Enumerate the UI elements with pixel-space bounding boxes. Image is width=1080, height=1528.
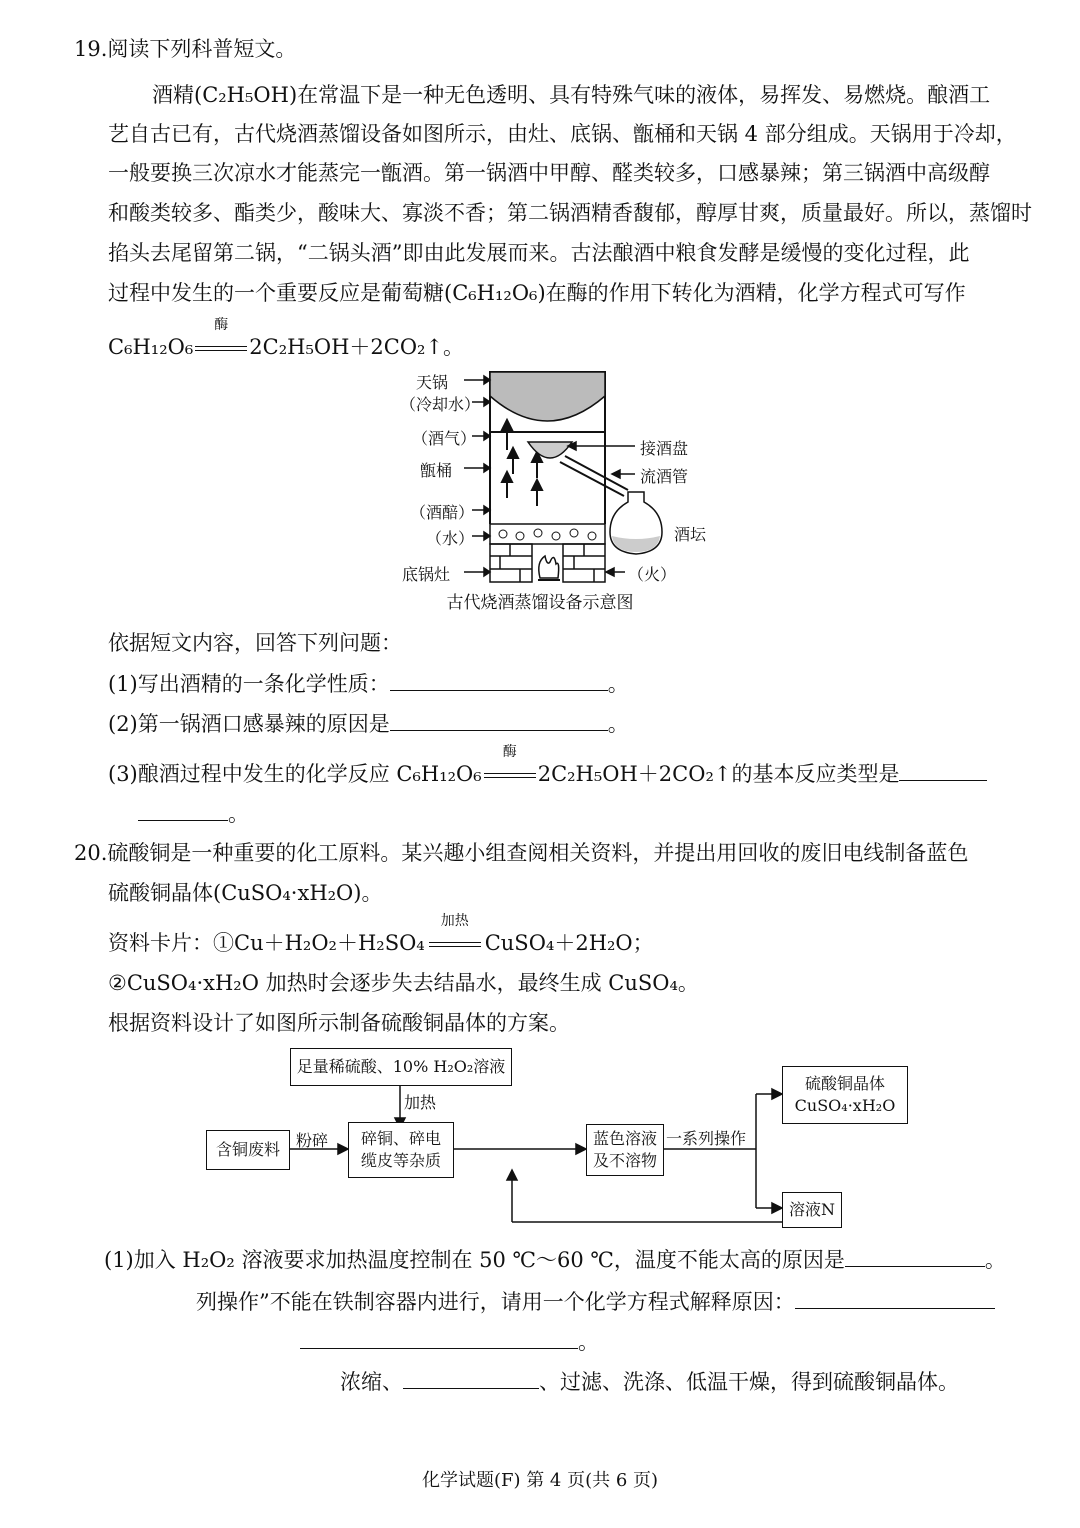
q19-equation bbox=[108, 317, 465, 362]
crystal-box bbox=[782, 1066, 908, 1124]
mixture-box bbox=[348, 1122, 454, 1178]
q20-card-1 bbox=[108, 913, 654, 958]
q19-para-line: 掐头去尾留第二锅，“二锅头酒”即由此发展而来。古法酿酒中粮食发酵是缓慢的变化过程，此 bbox=[108, 241, 970, 265]
mixture-line-2: 缆皮等杂质 bbox=[360, 1151, 441, 1170]
label-jiuqi: （酒气） bbox=[412, 429, 477, 448]
equation-left: C₆H₁₂O₆ bbox=[108, 335, 194, 359]
reaction-arrow bbox=[482, 744, 538, 789]
reaction-arrow bbox=[425, 913, 485, 958]
answer-blank[interactable] bbox=[403, 1366, 539, 1389]
label-jiutan: 酒坛 bbox=[674, 525, 707, 544]
reaction-arrow bbox=[193, 317, 249, 362]
reaction-condition: 酶 bbox=[502, 744, 517, 760]
label-diguozao: 底锅灶 bbox=[402, 565, 451, 584]
figure-caption: 古代烧酒蒸馏设备示意图 bbox=[446, 593, 634, 613]
reaction-condition: 酶 bbox=[214, 317, 229, 333]
q19-para-line: 艺自古已有，古代烧酒蒸馏设备如图所示，由灶、底锅、甑桶和天锅 4 部分组成。天锅用于冷却， bbox=[108, 122, 1017, 146]
q19-para-line: 和酸类较多、酯类少，酸味大、寡淡不香；第二锅酒精香馥郁，醇厚甘爽，质量最好。所以，蒸馏时 bbox=[108, 201, 1032, 225]
q20-heading-2: 硫酸铜晶体(CuSO₄·xH₂O)。 bbox=[108, 881, 383, 905]
sub3-text-b: 、过滤、洗涤、低温干燥，得到硫酸铜晶体。 bbox=[539, 1370, 959, 1394]
q19-para-line: 过程中发生的一个重要反应是葡萄糖(C₆H₁₂O₆)在酶的作用下转化为酒精，化学方程式可写作 bbox=[108, 281, 966, 305]
crush-label: 粉碎 bbox=[296, 1131, 329, 1150]
q20-sub1 bbox=[104, 1244, 1006, 1275]
card-text-a: 资料卡片：①Cu＋H₂O₂＋H₂SO₄ bbox=[108, 931, 425, 955]
answer-blank[interactable] bbox=[138, 798, 228, 821]
equation-right: 2C₂H₅OH＋2CO₂↑。 bbox=[249, 335, 465, 359]
answer-blank[interactable] bbox=[390, 668, 608, 691]
label-liujiuguan: 流酒管 bbox=[640, 467, 689, 486]
distillation-figure bbox=[400, 366, 740, 586]
label-lengqueshui: （冷却水） bbox=[400, 395, 481, 414]
label-zengtong: 甑桶 bbox=[420, 461, 453, 480]
answer-blank[interactable] bbox=[300, 1326, 578, 1349]
crystal-line-1: 硫酸铜晶体 bbox=[804, 1074, 885, 1093]
q19-intro: 依据短文内容，回答下列问题： bbox=[108, 631, 402, 655]
q20-sub2 bbox=[196, 1286, 995, 1317]
sub3-text-a: 浓缩、 bbox=[340, 1370, 403, 1394]
q19-sub3-cont bbox=[138, 798, 249, 829]
q20-sub3 bbox=[340, 1366, 959, 1397]
sub3-text-b: 2C₂H₅OH＋2CO₂↑的基本反应类型是 bbox=[537, 762, 900, 786]
label-jiupei: （酒醅） bbox=[410, 503, 475, 522]
label-jiejiupan: 接酒盘 bbox=[640, 439, 689, 458]
q19-para-line: 酒精(C₂H₅OH)在常温下是一种无色透明、具有特殊气味的液体，易挥发、易燃烧。酿酒工 bbox=[152, 83, 991, 107]
answer-blank[interactable] bbox=[899, 758, 987, 781]
solution-n-box: 溶液N bbox=[782, 1192, 842, 1228]
q19-heading: 19.阅读下列科普短文。 bbox=[74, 37, 297, 61]
sub2-text: 列操作”不能在铁制容器内进行，请用一个化学方程式解释原因： bbox=[196, 1290, 795, 1314]
blue-line-2: 及不溶物 bbox=[592, 1151, 657, 1170]
q19-sub2 bbox=[108, 708, 629, 739]
card-text-b: CuSO₄＋2H₂O； bbox=[484, 931, 654, 955]
label-shui: （水） bbox=[426, 529, 475, 548]
sub1-text: (1)加入 H₂O₂ 溶液要求加热温度控制在 50 ℃～60 ℃，温度不能太高的原因是 bbox=[104, 1248, 845, 1272]
q19-para-line: 一般要换三次凉水才能蒸完一甑酒。第一锅酒中甲醇、醛类较多，口感暴辣；第三锅酒中高级醇 bbox=[108, 161, 990, 185]
waste-box: 含铜废料 bbox=[206, 1130, 290, 1170]
period: 。 bbox=[607, 672, 629, 696]
q19-sub3 bbox=[108, 744, 987, 789]
page-footer: 化学试题(F) 第 4 页(共 6 页) bbox=[421, 1470, 659, 1491]
period: 。 bbox=[984, 1248, 1006, 1272]
blue-line-1: 蓝色溶液 bbox=[592, 1129, 657, 1148]
period: 。 bbox=[228, 802, 249, 826]
sub3-text-a: (3)酿酒过程中发生的化学反应 C₆H₁₂O₆ bbox=[108, 762, 482, 786]
period: 。 bbox=[607, 712, 629, 736]
q20-card-2: ②CuSO₄·xH₂O 加热时会逐步失去结晶水，最终生成 CuSO₄。 bbox=[108, 971, 699, 995]
operations-label: 一系列操作 bbox=[666, 1129, 747, 1148]
q20-plan: 根据资料设计了如图所示制备硫酸铜晶体的方案。 bbox=[108, 1011, 570, 1035]
flow-chart bbox=[200, 1046, 920, 1236]
sub2-text: (2)第一锅酒口感暴辣的原因是 bbox=[108, 712, 390, 736]
label-tianguo: 天锅 bbox=[416, 373, 449, 392]
answer-blank[interactable] bbox=[795, 1286, 995, 1309]
period: 。 bbox=[578, 1330, 599, 1354]
mixture-line-1: 碎铜、碎电 bbox=[360, 1129, 441, 1148]
heat-label: 加热 bbox=[404, 1093, 437, 1112]
answer-blank[interactable] bbox=[390, 708, 608, 731]
answer-blank[interactable] bbox=[845, 1244, 985, 1267]
crystal-line-2: CuSO₄·xH₂O bbox=[794, 1096, 896, 1115]
q20-heading: 20.硫酸铜是一种重要的化工原料。某兴趣小组查阅相关资料，并提出用回收的废旧电线制备蓝色 bbox=[74, 841, 969, 865]
label-huo: （火） bbox=[628, 565, 677, 584]
blue-solution-box bbox=[586, 1124, 664, 1176]
q19-sub1 bbox=[108, 668, 629, 699]
reaction-condition: 加热 bbox=[440, 913, 469, 929]
sub1-text: (1)写出酒精的一条化学性质： bbox=[108, 672, 390, 696]
reagent-box: 足量稀硫酸、10% H₂O₂溶液 bbox=[290, 1048, 512, 1086]
q20-sub2-cont bbox=[300, 1326, 599, 1357]
